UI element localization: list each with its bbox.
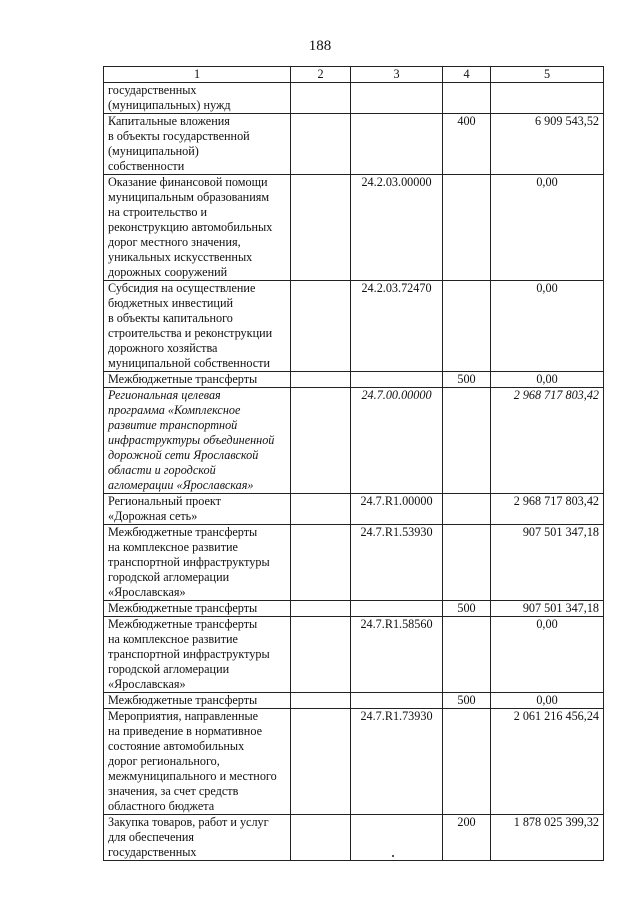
table-row xyxy=(104,709,604,815)
row-type-cell xyxy=(443,175,491,281)
row-type-cell xyxy=(443,494,491,525)
row-code-cell: 24.2.03.00000 xyxy=(351,175,443,281)
row-type-cell: 400 xyxy=(443,114,491,175)
row-type-cell xyxy=(443,83,491,114)
row-code-cell: 24.2.03.72470 xyxy=(351,281,443,372)
row-name-cell: Межбюджетные трансферты на комплексное развитие транспортной инфраструктуры городской агломерации «Ярославская» xyxy=(104,617,291,693)
row-code-cell xyxy=(351,372,443,388)
column-header: 5 xyxy=(491,67,604,83)
row-amount-cell: 0,00 xyxy=(491,693,604,709)
row-amount-cell: 907 501 347,18 xyxy=(491,601,604,617)
row-name-cell: Субсидия на осуществление бюджетных инвестиций в объекты капитального строительства и реконструкции дорожного хозяйства муниципальной собственности xyxy=(104,281,291,372)
row-col2-cell xyxy=(291,617,351,693)
row-name-cell: Межбюджетные трансферты xyxy=(104,372,291,388)
row-type-cell xyxy=(443,525,491,601)
row-col2-cell xyxy=(291,372,351,388)
row-code-cell: 24.7.00.00000 xyxy=(351,388,443,494)
table-row xyxy=(104,617,604,693)
page-number: 188 xyxy=(308,38,332,54)
row-name-cell: Закупка товаров, работ и услуг для обеспечения государственных xyxy=(104,815,291,861)
table-row xyxy=(104,388,604,494)
row-col2-cell xyxy=(291,494,351,525)
row-code-cell xyxy=(351,83,443,114)
table-row xyxy=(104,601,604,617)
row-name-cell: Мероприятия, направленные на приведение в нормативное состояние автомобильных дорог регионального, межмуниципального и местного значения, за счет средств областного бюджета xyxy=(104,709,291,815)
table-row xyxy=(104,494,604,525)
row-name-cell: Капитальные вложения в объекты государственной (муниципальной) собственности xyxy=(104,114,291,175)
table-row xyxy=(104,372,604,388)
row-type-cell: 500 xyxy=(443,693,491,709)
table-header-row xyxy=(104,67,604,83)
row-name-cell: Оказание финансовой помощи муниципальным образованиям на строительство и реконструкцию автомобильных дорог местного значения, уникальных искусственных дорожных сооружений xyxy=(104,175,291,281)
row-amount-cell xyxy=(491,83,604,114)
row-name-cell: Региональная целевая программа «Комплексное развитие транспортной инфраструктуры объединенной дорожной сети Ярославской области и городской агломерации «Ярославская» xyxy=(104,388,291,494)
row-amount-cell: 1 878 025 399,32 xyxy=(491,815,604,861)
row-type-cell xyxy=(443,617,491,693)
row-code-cell xyxy=(351,815,443,861)
row-col2-cell xyxy=(291,525,351,601)
row-type-cell: 500 xyxy=(443,601,491,617)
row-col2-cell xyxy=(291,83,351,114)
table-row xyxy=(104,693,604,709)
row-col2-cell xyxy=(291,709,351,815)
row-amount-cell: 6 909 543,52 xyxy=(491,114,604,175)
column-header: 2 xyxy=(291,67,351,83)
column-header: 1 xyxy=(104,67,291,83)
row-col2-cell xyxy=(291,601,351,617)
table-row xyxy=(104,175,604,281)
table-row xyxy=(104,83,604,114)
row-amount-cell: 0,00 xyxy=(491,372,604,388)
row-code-cell: 24.7.R1.00000 xyxy=(351,494,443,525)
row-col2-cell xyxy=(291,175,351,281)
column-header: 3 xyxy=(351,67,443,83)
row-code-cell xyxy=(351,693,443,709)
row-name-cell: Региональный проект «Дорожная сеть» xyxy=(104,494,291,525)
row-code-cell xyxy=(351,601,443,617)
table-row xyxy=(104,114,604,175)
row-amount-cell: 0,00 xyxy=(491,617,604,693)
row-col2-cell xyxy=(291,388,351,494)
row-code-cell xyxy=(351,114,443,175)
row-type-cell: 500 xyxy=(443,372,491,388)
row-name-cell: государственных (муниципальных) нужд xyxy=(104,83,291,114)
row-type-cell xyxy=(443,709,491,815)
row-code-cell: 24.7.R1.58560 xyxy=(351,617,443,693)
row-name-cell: Межбюджетные трансферты xyxy=(104,601,291,617)
table-row xyxy=(104,525,604,601)
row-col2-cell xyxy=(291,114,351,175)
column-header: 4 xyxy=(443,67,491,83)
row-amount-cell: 907 501 347,18 xyxy=(491,525,604,601)
row-type-cell xyxy=(443,281,491,372)
budget-table xyxy=(103,66,604,861)
row-code-cell: 24.7.R1.53930 xyxy=(351,525,443,601)
row-col2-cell xyxy=(291,281,351,372)
table-row xyxy=(104,281,604,372)
row-amount-cell: 2 968 717 803,42 xyxy=(491,388,604,494)
row-col2-cell xyxy=(291,693,351,709)
row-name-cell: Межбюджетные трансферты xyxy=(104,693,291,709)
row-amount-cell: 2 968 717 803,42 xyxy=(491,494,604,525)
table-row xyxy=(104,815,604,861)
row-name-cell: Межбюджетные трансферты на комплексное развитие транспортной инфраструктуры городской агломерации «Ярославская» xyxy=(104,525,291,601)
row-type-cell: 200 xyxy=(443,815,491,861)
row-amount-cell: 0,00 xyxy=(491,175,604,281)
row-col2-cell xyxy=(291,815,351,861)
scan-speck xyxy=(392,855,394,857)
row-amount-cell: 2 061 216 456,24 xyxy=(491,709,604,815)
row-code-cell: 24.7.R1.73930 xyxy=(351,709,443,815)
row-amount-cell: 0,00 xyxy=(491,281,604,372)
row-type-cell xyxy=(443,388,491,494)
